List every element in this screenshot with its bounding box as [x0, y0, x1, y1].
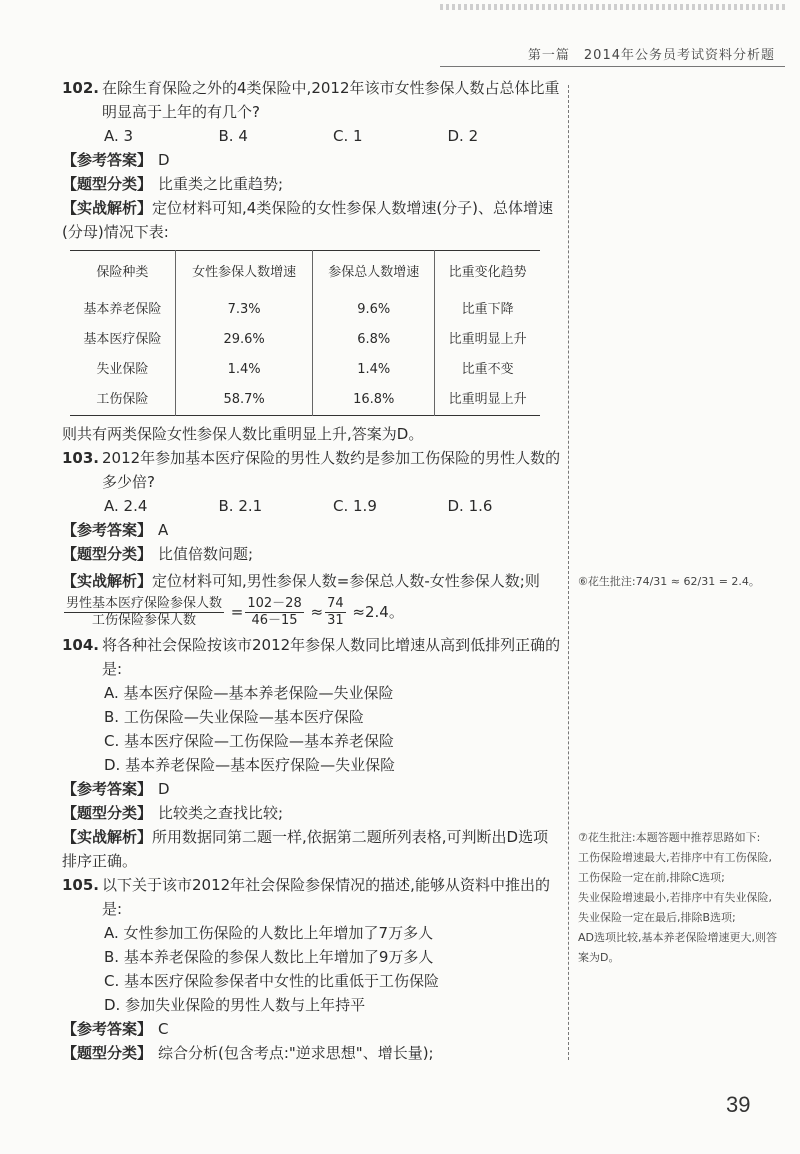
options	[62, 494, 562, 518]
fraction-approx	[325, 596, 346, 629]
table-cell: 基本医疗保险	[83, 332, 162, 347]
question-number: 103.	[62, 449, 100, 467]
answer-tag: 【参考答案】	[62, 780, 153, 798]
question-number: 104.	[62, 636, 100, 654]
table-cell: 失业保险	[96, 362, 149, 377]
answer-value: A	[158, 521, 169, 539]
table-cell: 6.8%	[313, 325, 435, 355]
option-c: C. 1.9	[333, 497, 377, 515]
table-row	[70, 295, 540, 325]
table-cell: 比重下降	[435, 295, 540, 325]
running-header: 第一篇 2014年公务员考试资料分析题	[527, 48, 775, 63]
table-cell: 工伤保险	[96, 392, 149, 407]
note-line: AD选项比较,基本养老保险增速更大,则答案为D。	[578, 931, 777, 964]
note-line: 工伤保险增速最大,若排序中有工伤保险,工伤保险一定在前,排除C选项;	[578, 851, 772, 884]
header-decoration	[440, 4, 785, 10]
analysis-text: 定位材料可知,男性参保人数=参保总人数-女性参保人数;则	[152, 572, 540, 590]
option-b: B. 2.1	[218, 497, 263, 515]
question-105	[62, 873, 562, 1065]
answer-tag: 【参考答案】	[62, 521, 153, 539]
option-b: B. 工伤保险—失业保险—基本医疗保险	[104, 708, 364, 726]
fraction-numerator: 74	[327, 596, 344, 611]
note-label: 花生批注:	[587, 575, 636, 588]
fraction-denominator: 46－15	[251, 613, 298, 628]
type-value: 综合分析(包含考点:"逆求思想"、增长量);	[158, 1044, 434, 1062]
type-value: 比值倍数问题;	[158, 545, 254, 563]
option-a: A. 基本医疗保险—基本养老保险—失业保险	[104, 684, 394, 702]
question-103: 103. 2012年参加基本医疗保险的男性人数约是参加工伤保险的男性人数的多少倍? A. 2.4 B. 2.1 C. 1.9 D. 1.6 【参考答案】 A 【题型分类】 比值倍数问题; 【实战解析】定位材料可知,男性参保人数=参保总人数-女性参保人数;则 $\frac{\text{男性基本医疗保险参保人数}}{\text{工伤保险参保人数}}$ = $\frac{102-28}{46-15}$ ≈ $\frac{74}{31}$ ≈2.4。	[62, 446, 562, 629]
analysis-tag: 【实战解析】	[62, 199, 153, 217]
table-cell: 16.8%	[313, 385, 435, 416]
table-header: 保险种类	[96, 265, 149, 280]
table-cell: 1.4%	[175, 355, 313, 385]
fraction-denominator: 31	[327, 613, 344, 628]
side-note-7	[578, 828, 778, 968]
table-header: 参保总人数增速	[313, 251, 435, 296]
fraction-denominator: 工伤保险参保人数	[92, 613, 197, 628]
table-row	[70, 355, 540, 385]
question-text: 将各种社会保险按该市2012年参保人数同比增速从高到低排列正确的是:	[102, 636, 561, 678]
note-marker: ⑦	[578, 831, 588, 844]
question-text: 以下关于该市2012年社会保险参保情况的描述,能够从资料中推出的是:	[102, 876, 550, 918]
question-number: 105.	[62, 876, 100, 894]
option-c: C. 基本医疗保险—工伤保险—基本养老保险	[104, 732, 395, 750]
question-number: 102.	[62, 79, 100, 97]
type-value: 比重类之比重趋势;	[158, 175, 284, 193]
option-a: A. 女性参加工伤保险的人数比上年增加了7万多人	[104, 924, 434, 942]
table-cell: 比重明显上升	[435, 385, 540, 416]
result-text: ≈2.4。	[352, 603, 404, 621]
table-cell: 基本养老保险	[83, 302, 162, 317]
answer-tag: 【参考答案】	[62, 1020, 153, 1038]
analysis-text: 定位材料可知,4类保险的女性参保人数增速(分子)、总体增速(分母)情况下表:	[62, 199, 554, 241]
conclusion-text: 则共有两类保险女性参保人数比重明显上升,答案为D。	[62, 425, 424, 443]
note-marker: ⑥	[578, 575, 588, 588]
option-d: D. 参加失业保险的男性人数与上年持平	[104, 996, 366, 1014]
question-102	[62, 76, 562, 446]
answer-tag: 【参考答案】	[62, 151, 153, 169]
table-row	[70, 385, 540, 416]
note-text: 74/31 ≈ 62/31 = 2.4。	[635, 575, 760, 588]
side-note-6	[578, 572, 778, 592]
type-tag: 【题型分类】	[62, 175, 153, 193]
option-c: C. 1	[333, 127, 363, 145]
options	[62, 124, 562, 148]
option-b: B. 4	[218, 127, 248, 145]
margin-divider	[568, 85, 569, 1060]
table-cell: 7.3%	[175, 295, 313, 325]
fraction-numerator: 102－28	[247, 596, 302, 611]
option-c: C. 基本医疗保险参保者中女性的比重低于工伤保险	[104, 972, 440, 990]
option-a: A. 2.4	[104, 497, 148, 515]
table-header: 女性参保人数增速	[175, 251, 313, 296]
analysis-tag: 【实战解析】	[62, 572, 153, 590]
question-text: 在除生育保险之外的4类保险中,2012年该市女性参保人数占总体比重明显高于上年的有几个?	[102, 79, 560, 121]
option-d: D. 2	[447, 127, 479, 145]
note-line: 本题答题中推荐思路如下:	[635, 831, 761, 844]
main-column	[62, 76, 562, 1065]
type-tag: 【题型分类】	[62, 545, 153, 563]
table-header: 比重变化趋势	[435, 251, 540, 296]
table-cell: 比重不变	[435, 355, 540, 385]
option-d: D. 1.6	[447, 497, 493, 515]
table-cell: 比重明显上升	[435, 325, 540, 355]
analysis-text: 所用数据同第二题一样,依据第二题所列表格,可判断出D选项排序正确。	[62, 828, 549, 870]
option-a: A. 3	[104, 127, 134, 145]
fraction-ratio	[64, 596, 224, 629]
answer-value: C	[158, 1020, 169, 1038]
type-value: 比较类之查找比较;	[158, 804, 284, 822]
analysis-tag: 【实战解析】	[62, 828, 153, 846]
fraction-calc	[245, 596, 303, 629]
table-row	[70, 325, 540, 355]
option-b: B. 基本养老保险的参保人数比上年增加了9万多人	[104, 948, 434, 966]
type-tag: 【题型分类】	[62, 1044, 153, 1062]
growth-table	[70, 250, 540, 416]
page-number: 39	[726, 1092, 751, 1117]
question-104	[62, 633, 562, 873]
answer-value: D	[158, 151, 170, 169]
fraction-numerator: 男性基本医疗保险参保人数	[66, 596, 223, 611]
option-d: D. 基本养老保险—基本医疗保险—失业保险	[104, 756, 396, 774]
table-cell: 1.4%	[313, 355, 435, 385]
answer-value: D	[158, 780, 170, 798]
table-cell: 29.6%	[175, 325, 313, 355]
table-cell: 58.7%	[175, 385, 313, 416]
note-line: 失业保险增速最小,若排序中有失业保险,失业保险一定在最后,排除B选项;	[578, 891, 772, 924]
type-tag: 【题型分类】	[62, 804, 153, 822]
note-label: 花生批注:	[587, 831, 636, 844]
header-rule	[440, 66, 785, 67]
table-cell: 9.6%	[313, 295, 435, 325]
question-text: 2012年参加基本医疗保险的男性人数约是参加工伤保险的男性人数的多少倍?	[102, 449, 561, 491]
